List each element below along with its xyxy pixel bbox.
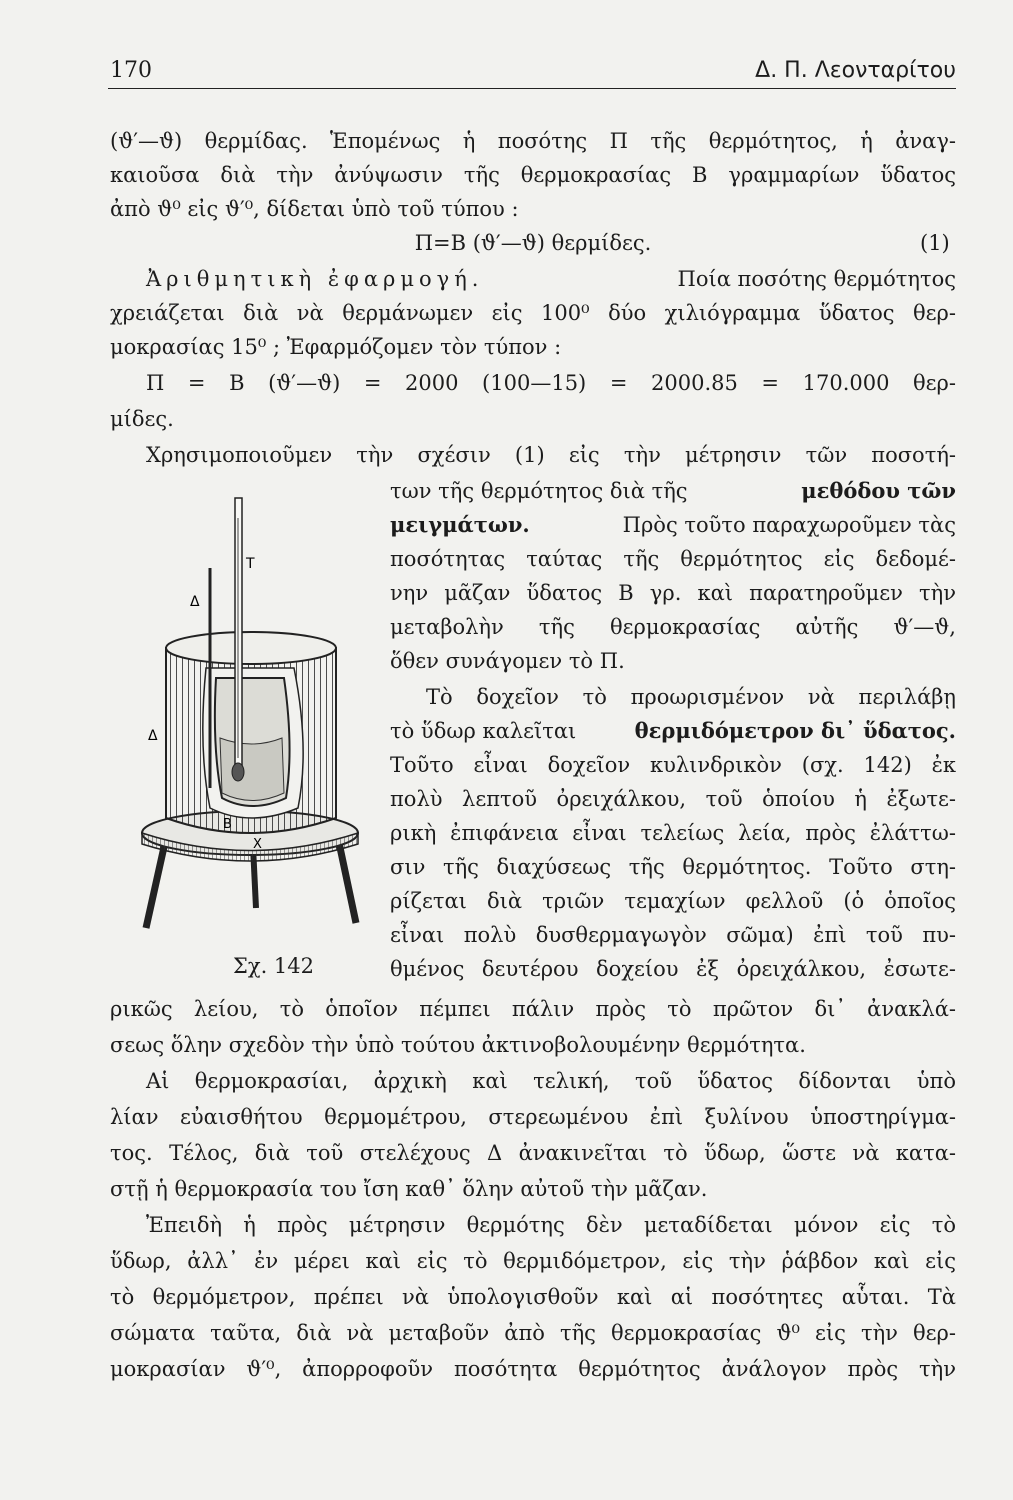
text-span: Ποία ποσότης θερμότητος [677, 267, 956, 291]
text-line: μίδες. [110, 407, 174, 431]
text-line [146, 264, 956, 294]
text-line: εἶναι πολὺ δυσθερμαγωγὸν σῶμα) ἐπὶ τοῦ πυ- [390, 923, 956, 947]
text-span: Πρὸς τοῦτο παραχωροῦμεν τὰς [622, 513, 956, 537]
text-line: Τοῦτο εἶναι δοχεῖον κυλινδρικὸν (σχ. 142) ἐκ [390, 753, 956, 777]
text-span: τὸ ὕδωρ καλεῖται [390, 719, 577, 743]
text-line: μοκρασίας 15⁰ ; Ἐφαρμόζομεν τὸν τύπον : [110, 335, 562, 359]
text-line: ἀπὸ ϑ⁰ εἰς ϑ′⁰, δίδεται ὑπὸ τοῦ τύπου : [110, 197, 519, 221]
section-heading: Ἀριθμητικὴ ἐφαρμογή. [146, 267, 484, 291]
calorimeter-figure [128, 488, 378, 948]
text-line: πολὺ λεπτοῦ ὀρειχάλκου, τοῦ ὁποίου ἡ ἐξωτε- [390, 787, 956, 811]
label-d-side: Δ [148, 728, 158, 744]
text-line: Χρησιμοποιοῦμεν τὴν σχέσιν (1) εἰς τὴν μέτρησιν τῶν ποσοτή- [146, 443, 956, 467]
emphasis-text: θερμιδόμετρον δι᾽ ὕδατος. [634, 718, 956, 743]
label-d-top: Δ [190, 594, 200, 610]
text-line: ὕδωρ, ἀλλ᾽ ἐν μέρει καὶ εἰς τὸ θερμιδόμετρον, εἰς τὴν ῥάβδον καὶ εἰς [110, 1249, 956, 1273]
text-line: μοκρασίαν ϑ′⁰, ἀπορροφοῦν ποσότητα θερμότητος ἀνάλογον πρὸς τὴν [110, 1357, 956, 1381]
text-line: (ϑ′—ϑ) θερμίδας. Ἑπομένως ἡ ποσότης Π τῆς θερμότητος, ἡ ἀναγ- [110, 129, 956, 153]
text-line: θμένος δευτέρου δοχείου ἐξ ὀρειχάλκου, ἐσωτε- [390, 957, 956, 981]
emphasis-text: μεθόδου τῶν [801, 478, 956, 503]
text-line: σεως ὅλην σχεδὸν τὴν ὑπὸ τούτου ἀκτινοβολουμένην θερμότητα. [110, 1033, 806, 1057]
text-line: Αἱ θερμοκρασίαι, ἀρχικὴ καὶ τελική, τοῦ ὕδατος δίδονται ὑπὸ [146, 1069, 956, 1093]
stool-leg [146, 838, 166, 928]
emphasis-text: μειγμάτων. [390, 512, 530, 537]
text-line: ρικὴ ἐπιφάνεια εἶναι τελείως λεία, πρὸς ἐλάττω- [390, 821, 956, 845]
equation-1: Π=Β (ϑ′—ϑ) θερμίδες. [414, 231, 652, 255]
text-line [390, 716, 956, 746]
page-number: 170 [110, 58, 152, 83]
text-line: τος. Τέλος, διὰ τοῦ στελέχους Δ ἀνακινεῖται τὸ ὕδωρ, ὥστε νὰ κατα- [110, 1141, 956, 1165]
text-line [390, 476, 956, 506]
text-line: σώματα ταῦτα, διὰ νὰ μεταβοῦν ἀπὸ τῆς θερμοκρασίας ϑ⁰ εἰς τὴν θερ- [110, 1321, 956, 1345]
text-line: χρειάζεται διὰ νὰ θερμάνωμεν εἰς 100⁰ δύο χιλιόγραμμα ὕδατος θερ- [110, 301, 956, 325]
text-span: των τῆς θερμότητος διὰ τῆς [390, 479, 688, 503]
text-line: τὸ θερμόμετρον, πρέπει νὰ ὑπολογισθοῦν καὶ αἱ ποσότητες αὗται. Τὰ [110, 1285, 956, 1309]
text-line: στῇ ἡ θερμοκρασία του ἴση καθ᾽ ὅλην αὐτοῦ τὴν μᾶζαν. [110, 1177, 708, 1201]
text-line: καιοῦσα διὰ τὴν ἀνύψωσιν τῆς θερμοκρασίας Β γραμμαρίων ὕδατος [110, 163, 956, 187]
stool-leg [338, 838, 356, 923]
text-line: λίαν εὐαισθήτου θερμομέτρου, στερεωμένου ἐπὶ ξυλίνου ὑποστηρίγμα- [110, 1105, 956, 1129]
equation-number: (1) [920, 231, 950, 255]
label-x: Χ [253, 837, 262, 852]
page-header [108, 54, 956, 89]
text-line: ρικῶς λείου, τὸ ὁποῖον πέμπει πάλιν πρὸς τὸ πρῶτον δι᾽ ἀνακλά- [110, 997, 956, 1021]
text-line: ποσότητας ταύτας τῆς θερμότητος εἰς δεδομέ- [390, 547, 956, 571]
text-line [390, 510, 956, 540]
text-line: Ἐπειδὴ ἡ πρὸς μέτρησιν θερμότης δὲν μεταδίδεται μόνον εἰς τὸ [146, 1213, 956, 1237]
text-line: σιν τῆς διαχύσεως τῆς θερμότητος. Τοῦτο στη- [390, 855, 956, 879]
calorimeter-illustration [128, 488, 378, 948]
thermometer-bulb [232, 763, 244, 781]
text-line: ὅθεν συνάγομεν τὸ Π. [390, 649, 625, 673]
figure-caption: Σχ. 142 [233, 954, 315, 978]
text-line: μεταβολὴν τῆς θερμοκρασίας αὐτῆς ϑ′—ϑ, [390, 615, 956, 639]
label-t: Τ [246, 556, 255, 572]
equation-2: Π = Β (ϑ′—ϑ) = 2000 (100—15) = 2000.85 = 170.000 θερ- [146, 371, 956, 395]
label-b: Β [223, 817, 232, 832]
running-head: Δ. Π. Λεονταρίτου [755, 58, 956, 83]
text-line: Τὸ δοχεῖον τὸ προωρισμένον νὰ περιλάβῃ [426, 685, 956, 709]
text-line: νην μᾶζαν ὕδατος Β γρ. καὶ παρατηροῦμεν τὴν [390, 581, 956, 605]
text-line: ρίζεται διὰ τριῶν τεμαχίων φελλοῦ (ὁ ὁποῖος [390, 889, 956, 913]
